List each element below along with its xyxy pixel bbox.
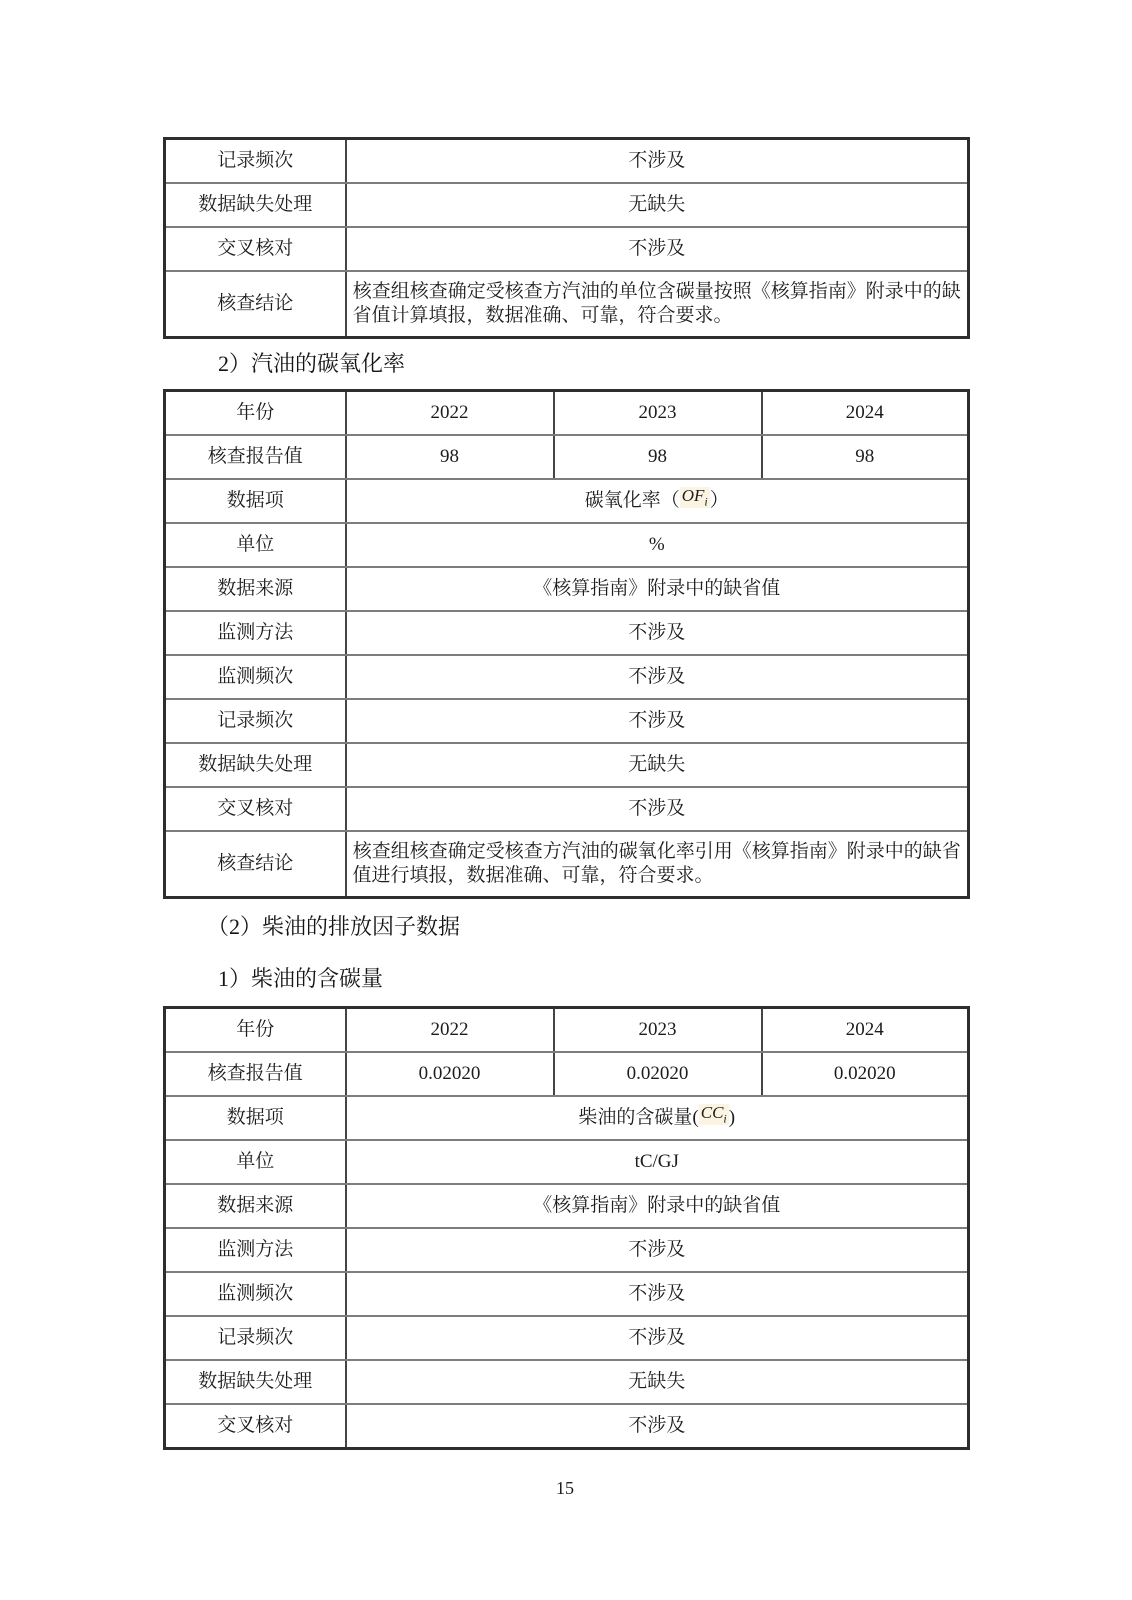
row-value: 不涉及 bbox=[346, 1272, 969, 1316]
report-value: 98 bbox=[346, 435, 554, 479]
row-label: 核查报告值 bbox=[165, 1052, 346, 1096]
row-label: 记录频次 bbox=[165, 699, 346, 743]
table-row bbox=[165, 1272, 969, 1316]
row-label: 记录频次 bbox=[165, 139, 346, 184]
gasoline-oxidation-rate-table bbox=[163, 389, 970, 899]
row-value: 《核算指南》附录中的缺省值 bbox=[346, 1184, 969, 1228]
year-value: 2023 bbox=[554, 1008, 762, 1053]
row-label: 年份 bbox=[165, 391, 346, 436]
data-item-prefix: 碳氧化率（ bbox=[584, 490, 680, 512]
row-label: 数据缺失处理 bbox=[165, 1360, 346, 1404]
row-value: 无缺失 bbox=[346, 183, 969, 227]
row-value: 不涉及 bbox=[346, 699, 969, 743]
heading-gasoline-oxidation-rate: 2）汽油的碳氧化率 bbox=[218, 351, 406, 376]
page-number: 15 bbox=[556, 1478, 574, 1498]
diesel-carbon-content-table bbox=[163, 1006, 970, 1450]
table-row bbox=[165, 139, 969, 184]
table-row bbox=[165, 1184, 969, 1228]
table-row bbox=[165, 1228, 969, 1272]
report-value: 0.02020 bbox=[762, 1052, 969, 1096]
table-row-report-values bbox=[165, 1052, 969, 1096]
row-label: 年份 bbox=[165, 1008, 346, 1053]
row-label: 数据项 bbox=[165, 479, 346, 523]
table-row-years bbox=[165, 391, 969, 436]
row-value: 不涉及 bbox=[346, 1404, 969, 1449]
heading-diesel-emission-factor: （2）柴油的排放因子数据 bbox=[207, 914, 461, 939]
row-value: 不涉及 bbox=[346, 787, 969, 831]
table-row-data-item bbox=[165, 479, 969, 523]
table-row-conclusion bbox=[165, 271, 969, 338]
row-label: 单位 bbox=[165, 1140, 346, 1184]
row-value: 不涉及 bbox=[346, 1228, 969, 1272]
formula-subscript: i bbox=[704, 494, 708, 509]
row-value: 不涉及 bbox=[346, 655, 969, 699]
table-row bbox=[165, 1316, 969, 1360]
row-label: 交叉核对 bbox=[165, 1404, 346, 1449]
heading-diesel-carbon-content: 1）柴油的含碳量 bbox=[218, 966, 384, 991]
row-label: 交叉核对 bbox=[165, 227, 346, 271]
row-label: 监测方法 bbox=[165, 611, 346, 655]
table-row bbox=[165, 1140, 969, 1184]
row-value: 不涉及 bbox=[346, 611, 969, 655]
row-label: 数据缺失处理 bbox=[165, 183, 346, 227]
data-item-suffix: ) bbox=[728, 1107, 736, 1129]
data-item-value bbox=[346, 479, 969, 523]
row-value: 无缺失 bbox=[346, 1360, 969, 1404]
report-value: 98 bbox=[554, 435, 762, 479]
page-content bbox=[163, 137, 967, 1499]
row-label: 数据来源 bbox=[165, 567, 346, 611]
data-item-suffix: ） bbox=[709, 490, 729, 512]
table-row-years bbox=[165, 1008, 969, 1053]
row-label: 监测方法 bbox=[165, 1228, 346, 1272]
row-value: 不涉及 bbox=[346, 227, 969, 271]
data-item-value bbox=[346, 1096, 969, 1140]
row-label: 核查报告值 bbox=[165, 435, 346, 479]
year-value: 2024 bbox=[762, 1008, 969, 1053]
row-label: 单位 bbox=[165, 523, 346, 567]
data-item-prefix: 柴油的含碳量( bbox=[578, 1107, 699, 1129]
table-row-report-values bbox=[165, 435, 969, 479]
year-value: 2022 bbox=[346, 1008, 554, 1053]
row-value: tC/GJ bbox=[346, 1140, 969, 1184]
formula-of-i bbox=[680, 487, 710, 507]
row-label: 交叉核对 bbox=[165, 787, 346, 831]
formula-symbol: CC bbox=[700, 1103, 724, 1123]
row-label: 数据来源 bbox=[165, 1184, 346, 1228]
table-row bbox=[165, 787, 969, 831]
row-label: 监测频次 bbox=[165, 1272, 346, 1316]
table-row bbox=[165, 611, 969, 655]
row-value: % bbox=[346, 523, 969, 567]
table-row bbox=[165, 655, 969, 699]
table-row bbox=[165, 699, 969, 743]
table-row-data-item bbox=[165, 1096, 969, 1140]
conclusion-text: 核查组核查确定受核查方汽油的碳氧化率引用《核算指南》附录中的缺省值进行填报，数据准确、可靠，符合要求。 bbox=[346, 831, 969, 898]
conclusion-text: 核查组核查确定受核查方汽油的单位含碳量按照《核算指南》附录中的缺省值计算填报，数据准确、可靠，符合要求。 bbox=[346, 271, 969, 338]
row-value: 《核算指南》附录中的缺省值 bbox=[346, 567, 969, 611]
row-label: 核查结论 bbox=[165, 831, 346, 898]
row-value: 不涉及 bbox=[346, 1316, 969, 1360]
report-value: 98 bbox=[762, 435, 969, 479]
row-value: 无缺失 bbox=[346, 743, 969, 787]
year-value: 2023 bbox=[554, 391, 762, 436]
row-label: 记录频次 bbox=[165, 1316, 346, 1360]
year-value: 2024 bbox=[762, 391, 969, 436]
table-row bbox=[165, 523, 969, 567]
table-row bbox=[165, 743, 969, 787]
table-row bbox=[165, 183, 969, 227]
report-value: 0.02020 bbox=[554, 1052, 762, 1096]
row-label: 数据项 bbox=[165, 1096, 346, 1140]
table-row bbox=[165, 227, 969, 271]
table-row bbox=[165, 567, 969, 611]
table-row bbox=[165, 1404, 969, 1449]
formula-cc-i bbox=[699, 1104, 729, 1124]
gasoline-carbon-content-table-continued bbox=[163, 137, 970, 339]
table-row bbox=[165, 1360, 969, 1404]
row-label: 数据缺失处理 bbox=[165, 743, 346, 787]
row-label: 监测频次 bbox=[165, 655, 346, 699]
table-row-conclusion bbox=[165, 831, 969, 898]
formula-symbol: OF bbox=[681, 486, 705, 506]
report-value: 0.02020 bbox=[346, 1052, 554, 1096]
row-label: 核查结论 bbox=[165, 271, 346, 338]
year-value: 2022 bbox=[346, 391, 554, 436]
formula-subscript: i bbox=[723, 1111, 727, 1126]
row-value: 不涉及 bbox=[346, 139, 969, 184]
